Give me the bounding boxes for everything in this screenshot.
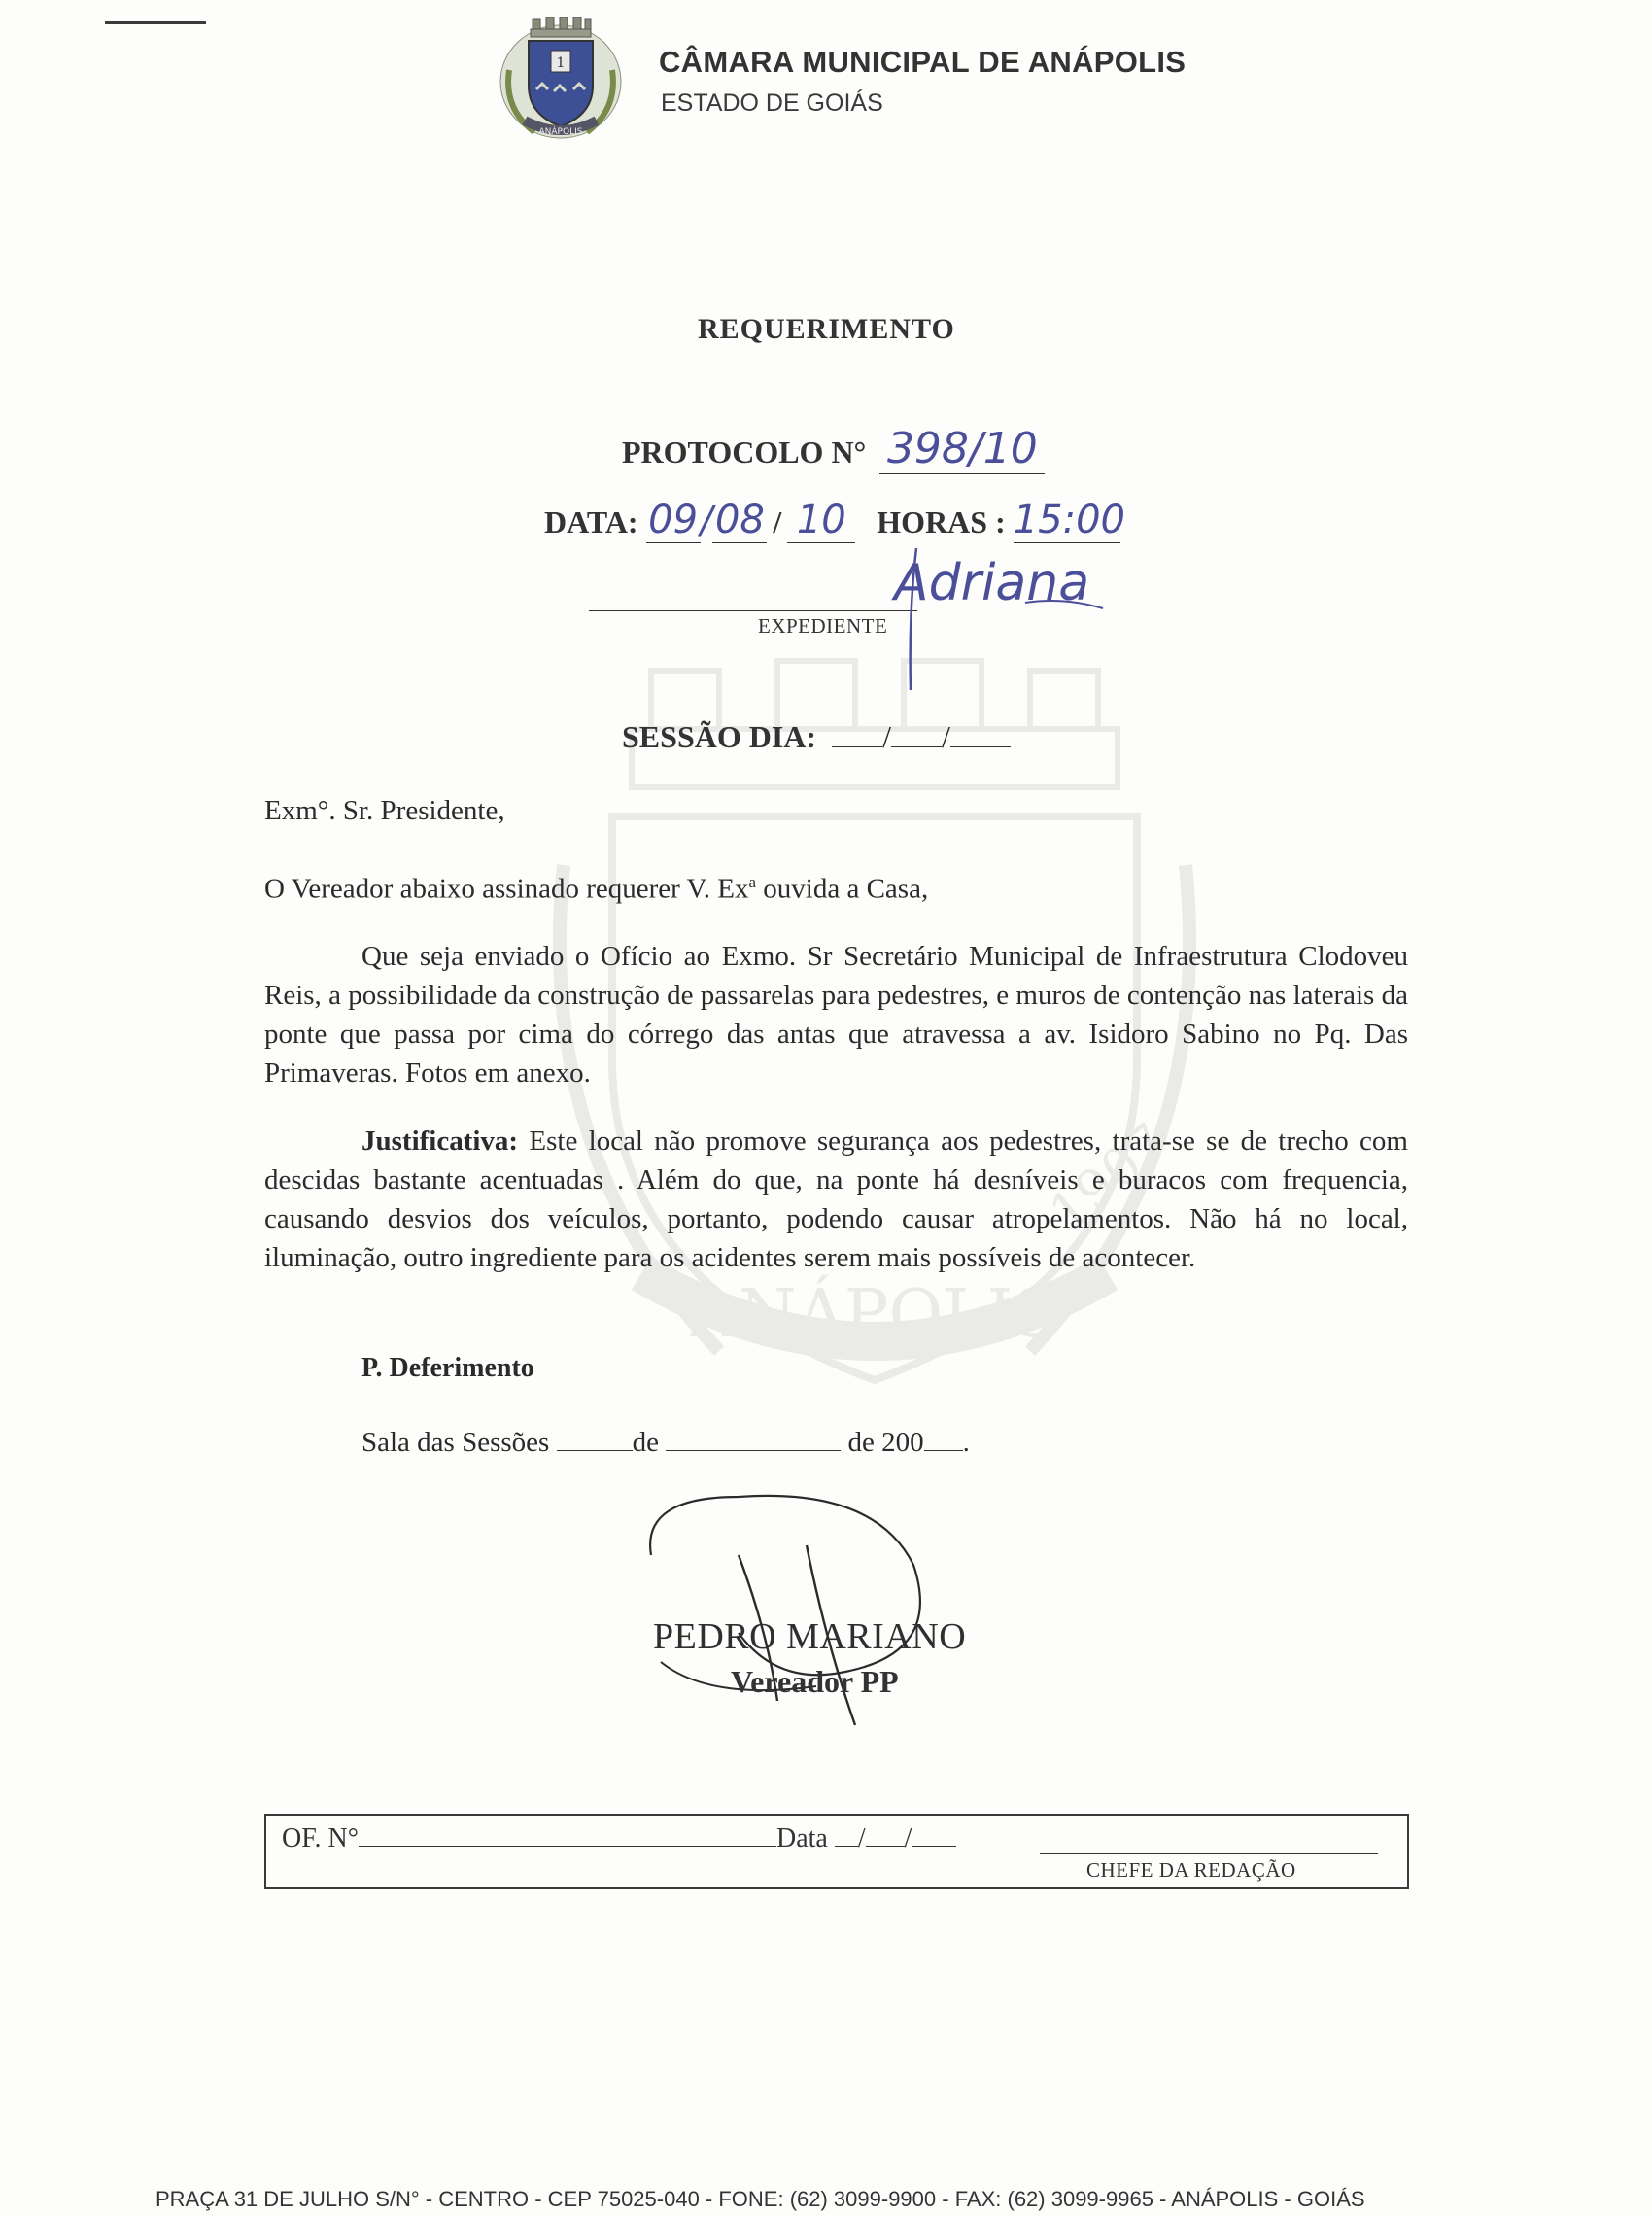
date-day: 09 [646, 498, 701, 543]
date-time-row: DATA: 09/08 / 10 HORAS : 15:00 [544, 498, 1126, 542]
expediente-label: EXPEDIENTE [758, 614, 888, 638]
sessao-label: SESSÃO DIA: [622, 719, 817, 754]
expediente-signature-stroke [889, 544, 1113, 700]
svg-text:ANÁPOLIS: ANÁPOLIS [691, 1276, 1058, 1353]
sessao-day-blank [832, 745, 882, 747]
expediente-line [589, 610, 917, 611]
date-month: 08 [712, 498, 767, 543]
sessao-row: SESSÃO DIA: / / [622, 719, 1011, 755]
signer-name: PEDRO MARIANO [653, 1616, 967, 1657]
sala-day-blank [557, 1449, 633, 1451]
request-paragraph: Que seja enviado o Ofício ao Exmo. Sr Secretário Municipal de Infraestrutura Clodoveu Reis, a possibilidade da construção de passarelas para pedestres, e muros de contenção nas laterais da ponte que passa por cima do córrego das antas que atravessa a av. Isidoro Sabino no Pq. Das Primaveras. Fotos em anexo. [264, 941, 1408, 1089]
footer-address: PRAÇA 31 DE JULHO S/N° - CENTRO - CEP 75025-040 - FONE: (62) 3099-9900 - FAX: (62) 3099-9965 - ANÁPOLIS - GOIÁS [155, 2187, 1365, 2211]
protocolo-number: 398/10 [879, 424, 1045, 474]
sala-year-blank [924, 1449, 963, 1451]
protocolo-row [622, 424, 1045, 474]
chefe-signature-line [1040, 1853, 1378, 1854]
justification-paragraph: Justificativa: Este local não promove segurança aos pedestres, trata-se se de trecho com descidas bastante acentuadas . Além do que, na ponte há desníveis e buracos com frequencia, causando desvios dos veículos, portanto, podendo causar atropelamentos. Não há no local, iluminação, outro ingrediente para os acidentes serem mais possíveis de acontecer. [264, 1125, 1408, 1273]
sessao-year-blank [950, 745, 1011, 747]
sala-month-blank [666, 1449, 841, 1451]
justificativa-label: Justificativa: [361, 1125, 519, 1157]
of-label: OF. N° [282, 1823, 359, 1853]
sessao-month-blank [891, 745, 942, 747]
svg-text:1907: 1907 [1037, 1111, 1180, 1244]
document-title: REQUERIMENTO [698, 313, 955, 345]
chefe-label: CHEFE DA REDAÇÃO [1086, 1858, 1296, 1882]
svg-text:1: 1 [556, 55, 566, 71]
date-year: 10 [787, 498, 855, 543]
org-name: CÂMARA MUNICIPAL DE ANÁPOLIS [659, 45, 1187, 79]
protocolo-label: PROTOCOLO N° [622, 434, 867, 469]
of-row: OF. N° Data / / [282, 1823, 956, 1854]
of-date-label: Data [775, 1823, 828, 1853]
org-state: ESTADO DE GOIÁS [661, 89, 883, 117]
intro-line: O Vereador abaixo assinado requerer V. Ex$^a$ ouvida a Casa, [264, 873, 929, 905]
top-dash-mark [105, 21, 206, 24]
deferimento: P. Deferimento [361, 1353, 534, 1383]
hours-label: HORAS : [877, 504, 1006, 539]
of-number-blank [359, 1845, 776, 1847]
hours-value: 15:00 [1013, 498, 1126, 542]
coat-of-arms-logo [496, 12, 626, 144]
salutation: Exm°. Sr. Presidente, [264, 795, 505, 826]
svg-text:ANÁPOLIS: ANÁPOLIS [538, 127, 583, 137]
signer-role: Vereador PP [731, 1664, 899, 1699]
expediente-signature: Adriana [894, 554, 1090, 612]
sala-das-sessoes-row: Sala das Sessões de de 200 . [361, 1427, 970, 1458]
date-label: DATA: [544, 504, 638, 539]
